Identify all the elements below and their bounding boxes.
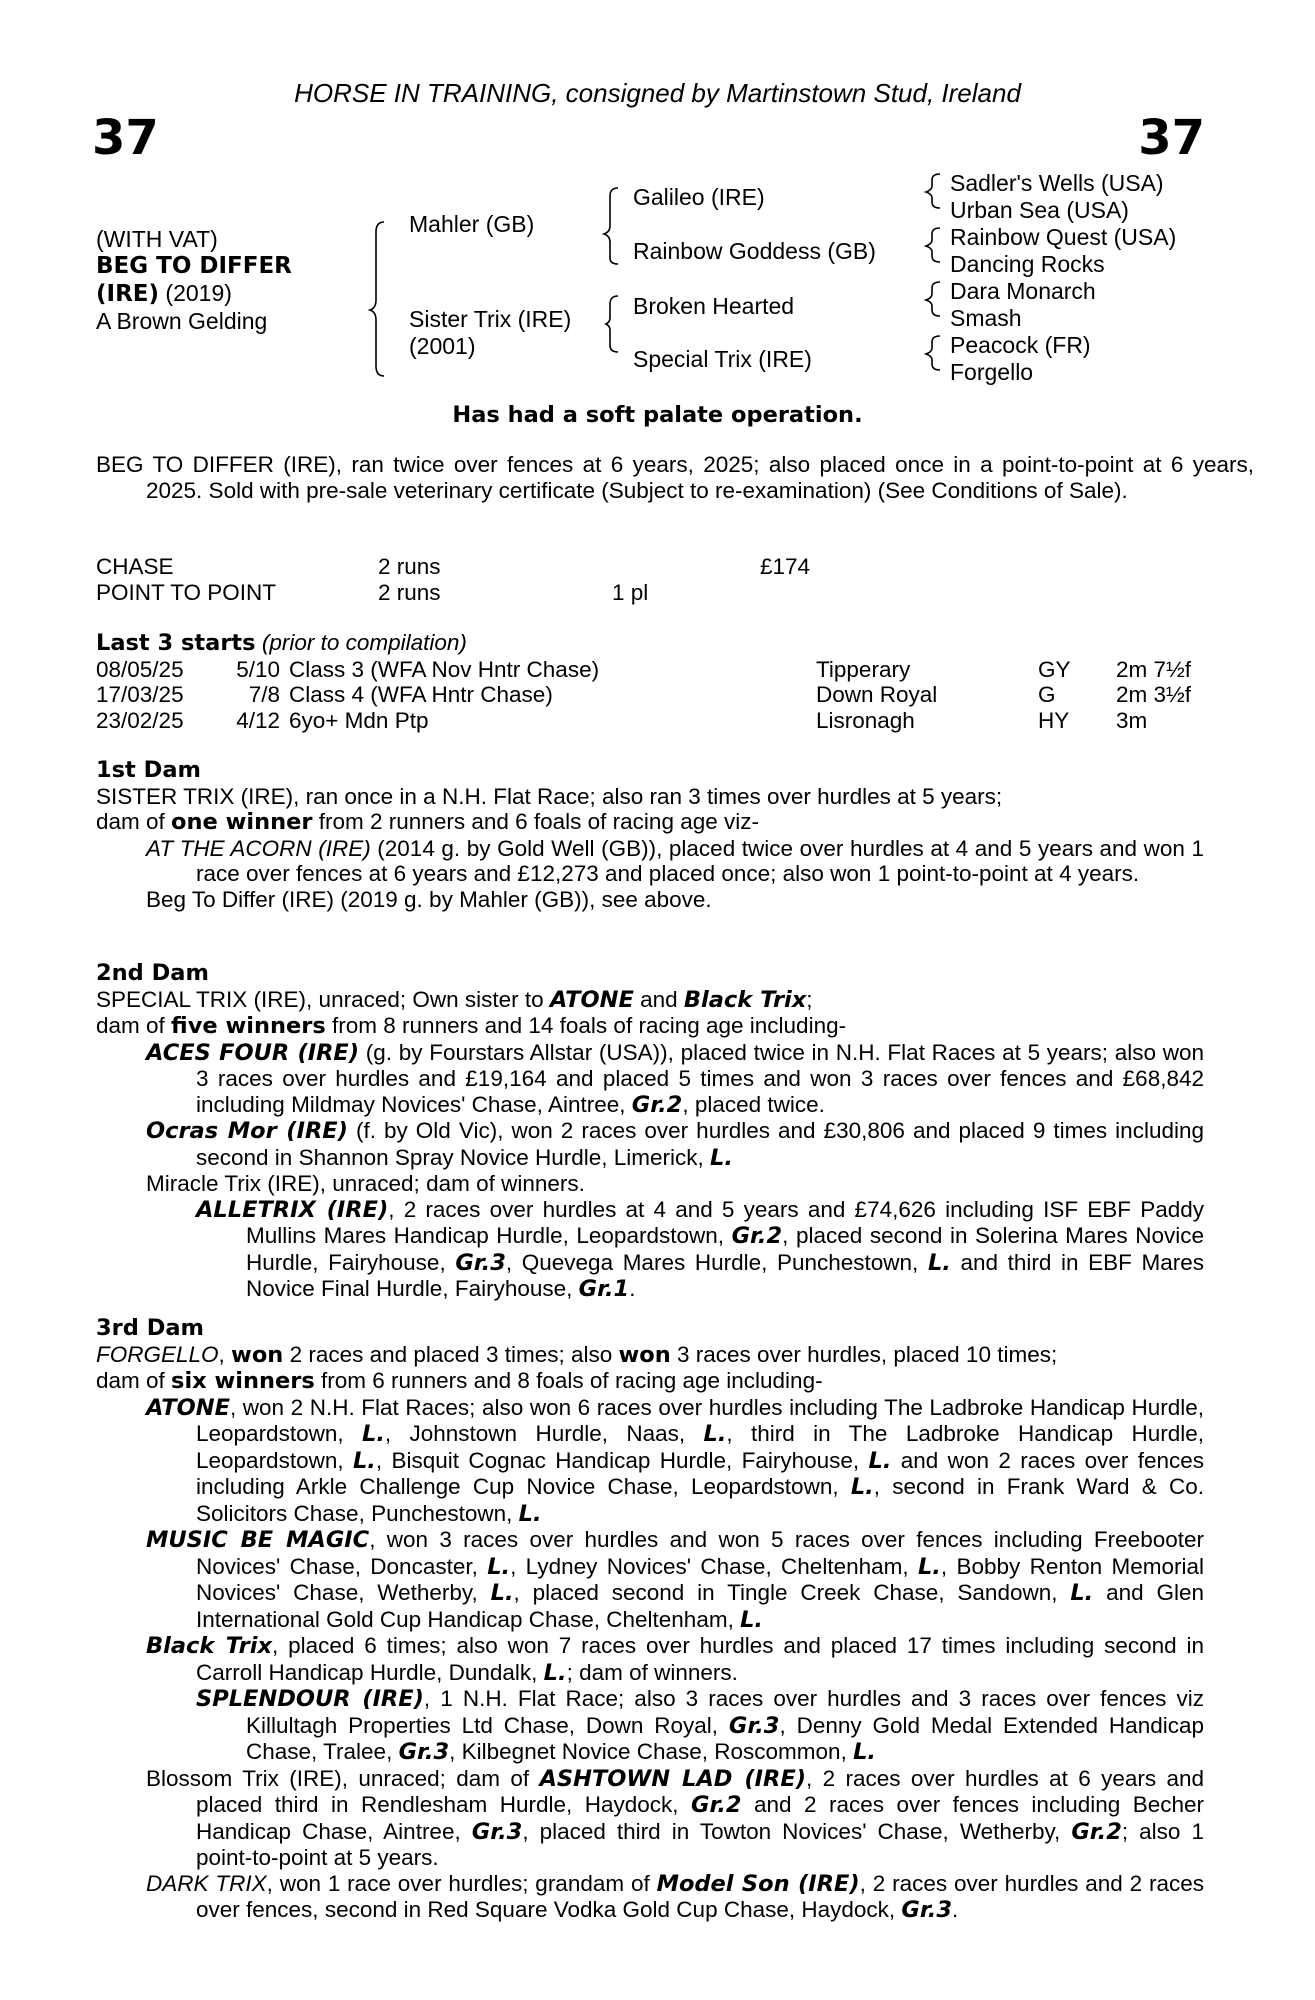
progeny-detail: , third in The Ladbroke Handicap Hurdle, Leopardstown, (196, 1421, 1204, 1473)
start-row (96, 708, 1204, 734)
text-run: dam of (96, 1368, 172, 1393)
horse-ref: ATONE (549, 986, 634, 1013)
start-race: Class 4 (WFA Hntr Chase) (289, 682, 553, 707)
horse-ref: Black Trix (683, 986, 807, 1013)
first-dam-line2 (96, 809, 1204, 836)
progeny-entry: Miracle Trix (IRE), unraced; dam of winners. (146, 1171, 585, 1196)
progeny-detail: , won 2 N.H. Flat Races; also won 6 races over hurdles including The Ladbroke Handicap Hurdle, Leopardstown, (196, 1394, 1204, 1446)
record-earnings: £174 (760, 554, 811, 579)
progeny-name: Ocras Mor (IRE) (146, 1118, 348, 1144)
record-runs: 2 runs (378, 554, 441, 579)
progeny-detail: , won 1 race over hurdles; grandam of (266, 1870, 657, 1896)
second-dam-line2 (96, 1013, 1204, 1040)
grade: Gr.3 (728, 1712, 780, 1739)
progeny-detail: , placed second in Tingle Creek Chase, Sandown, (513, 1580, 1071, 1605)
lot-number-left: 37 (92, 110, 159, 166)
start-course: Down Royal (816, 682, 938, 707)
dam-dam: Special Trix (IRE) (633, 346, 812, 372)
progeny-detail: ; dam of winners. (566, 1659, 738, 1685)
progeny-detail: , placed third in Towton Novices' Chase, Wetherby, (522, 1818, 1072, 1844)
progeny-detail: , 2 races over hurdles at 4 and 5 years and £74,626 including ISF EBF Paddy Mullins Mares Handicap Hurdle, Leopardstown, (246, 1196, 1204, 1248)
progeny-detail: , Quevega Mares Hurdle, Punchestown, (505, 1249, 928, 1275)
start-race: 6yo+ Mdn Ptp (289, 707, 429, 733)
progeny-detail: , Denny Gold Medal Extended Handicap Chase, Tralee, (246, 1712, 1204, 1764)
first-dam-line1: SISTER TRIX (IRE), ran once in a N.H. Flat Race; also ran 3 times over hurdles at 5 years; (96, 783, 1003, 809)
second-dam-line1 (96, 987, 1204, 1014)
fourth-gen-8: Forgello (950, 359, 1034, 385)
progeny-detail: , 2 races over hurdles and 2 races over fences, second in Red Square Vodka Gold Cup Chase, Haydock, (196, 1870, 1204, 1922)
grade: L. (1070, 1580, 1094, 1606)
progeny-name: MUSIC BE MAGIC (146, 1527, 370, 1553)
fourth-gen-4: Dancing Rocks (950, 251, 1105, 277)
dam-name: Sister Trix (IRE) (409, 306, 572, 332)
progeny-detail: , Bobby Renton Memorial Novices' Chase, Wetherby, (196, 1553, 1205, 1605)
grand-progeny-entry (96, 1766, 1204, 1871)
horse-name: BEG TO DIFFER (96, 253, 292, 279)
grade: Gr.2 (1071, 1818, 1122, 1845)
last-starts (96, 630, 1204, 733)
progeny-entry (96, 1395, 1204, 1528)
fourth-gen-3: Rainbow Quest (USA) (950, 224, 1177, 250)
progeny-detail: , placed 6 times; also won 7 races over hurdles and placed 17 times including second in Carroll Handicap Hurdle, Dundalk, (196, 1633, 1204, 1685)
text-run: won (618, 1341, 671, 1368)
progeny-detail: , 1 N.H. Flat Race; also 3 races over hurdles and 3 races over fences viz Killultagh Properties Ltd Chase, Down Royal, (246, 1686, 1204, 1738)
progeny-detail: , won 3 races over hurdles and won 5 races over fences including Freebooter Novices' Chase, Doncaster, (196, 1527, 1204, 1579)
start-position: 7/8 (248, 682, 280, 707)
start-row (96, 657, 1204, 683)
grade: L. (927, 1249, 951, 1276)
record-type: POINT TO POINT (96, 579, 277, 605)
vat-label: (WITH VAT) (96, 226, 218, 252)
progeny-entry (96, 1871, 1204, 1924)
progeny-entry (96, 836, 1204, 887)
text-run: dam of (96, 809, 172, 834)
winner-count: one winner (171, 809, 313, 835)
progeny-entry (96, 1633, 1204, 1686)
text-run: 2 races and placed 3 times; also (283, 1341, 619, 1367)
progeny-detail: (g. by Fourstars Allstar (USA)), placed twice in N.H. Flat Races at 5 years; also won 3 races over hurdles and £19,164 and placed 5 times and won 3 races over fences and £68,842 including Mildmay Novices' Chase, Aintree, (196, 1039, 1204, 1117)
progeny-name: ASHTOWN LAD (IRE) (539, 1765, 806, 1792)
fourth-gen-5: Dara Monarch (950, 278, 1096, 304)
progeny-detail: , Bisquit Cognac Handicap Hurdle, Fairyhouse, (375, 1447, 869, 1473)
start-distance: 2m 3½f (1116, 682, 1192, 707)
grade: L. (543, 1659, 567, 1686)
grade: L. (487, 1553, 511, 1580)
grade: Gr.3 (398, 1739, 450, 1765)
start-going: G (1038, 682, 1056, 707)
progeny-detail: , Johnstown Hurdle, Naas, (384, 1421, 704, 1446)
last-starts-note: (prior to compilation) (255, 630, 467, 655)
text-run: won (231, 1341, 284, 1368)
second-dam-heading: 2nd Dam (96, 960, 209, 986)
progeny-entry: Beg To Differ (IRE) (2019 g. by Mahler (GB)), see above. (146, 886, 712, 912)
progeny-detail: and won 2 races over fences including Arkle Challenge Cup Novice Chase, Leopardstown, (196, 1447, 1205, 1499)
fourth-gen-2: Urban Sea (USA) (950, 197, 1129, 223)
grade: Gr.2 (631, 1091, 683, 1118)
text-run: from 2 runners and 6 foals of racing age viz- (312, 809, 759, 834)
progeny-detail: (f. by Old Vic), won 2 races over hurdles and £30,806 and placed 9 times including second in Shannon Spray Novice Hurdle, Limerick, (196, 1118, 1204, 1170)
summary-paragraph (96, 452, 1254, 503)
sire-sire: Galileo (IRE) (633, 184, 765, 210)
summary-text: , ran twice over fences at 6 years, 2025; also placed once in a point-to-point at 6 years, 2025. Sold with pre-sale veterinary certificate (Subject to re-examination) (See Conditions of Sale). (146, 452, 1254, 503)
fourth-gen-6: Smash (950, 305, 1022, 331)
grade: Gr.3 (901, 1897, 952, 1923)
grade: L. (518, 1500, 542, 1527)
text-run: dam of (96, 1013, 172, 1038)
first-dam-heading: 1st Dam (96, 757, 201, 783)
grade: Gr.1 (578, 1276, 630, 1302)
horse-country: (IRE) (96, 281, 160, 307)
record-row (96, 580, 1204, 606)
horse-description: A Brown Gelding (96, 308, 268, 334)
progeny-name: Model Son (IRE) (656, 1870, 860, 1897)
grade: L. (917, 1553, 941, 1580)
progeny-name: AT THE ACORN (IRE) (146, 835, 371, 861)
progeny-detail: , Lydney Novices' Chase, Cheltenham, (510, 1553, 918, 1579)
grade: L. (868, 1447, 892, 1474)
first-dam-section (96, 758, 1204, 912)
grade: L. (853, 1739, 876, 1765)
grade: L. (490, 1580, 514, 1606)
fourth-gen-1: Sadler's Wells (USA) (950, 170, 1164, 196)
progeny-name: DARK TRIX (146, 1870, 267, 1896)
dam-name: FORGELLO (96, 1341, 219, 1367)
progeny-detail: . (629, 1276, 636, 1301)
progeny-detail: (2014 g. by Gold Well (GB)), placed twice over hurdles at 4 and 5 years and won 1 race over fences at 6 years and £12,273 and placed once; also won 1 point-to-point at 4 years. (196, 835, 1205, 886)
grade: Gr.2 (690, 1792, 742, 1818)
race-record-table (96, 554, 1204, 605)
record-row (96, 554, 1204, 580)
third-dam-section (96, 1316, 1204, 1924)
start-position: 5/10 (236, 656, 280, 682)
progeny-name: ALLETRIX (IRE) (196, 1196, 389, 1223)
dam-year: (2001) (409, 333, 476, 359)
start-date: 17/03/25 (96, 682, 184, 707)
last-starts-heading (96, 630, 1204, 657)
winner-count: five winners (171, 1013, 326, 1039)
progeny-name: SPLENDOUR (IRE) (196, 1686, 424, 1712)
grade: Gr.2 (731, 1223, 783, 1249)
start-race: Class 3 (WFA Nov Hntr Chase) (289, 656, 600, 682)
progeny-detail: ; also 1 point-to-point at 5 years. (196, 1818, 1204, 1870)
progeny-detail: and 2 races over fences including Becher Handicap Chase, Aintree, (196, 1792, 1204, 1844)
second-dam-section (96, 961, 1204, 1303)
horse-year: (2019) (159, 280, 232, 306)
grade: L. (710, 1144, 733, 1171)
start-date: 23/02/25 (96, 707, 184, 733)
winner-count: six winners (171, 1368, 315, 1394)
text-run: from 8 runners and 14 foals of racing age including- (325, 1013, 847, 1038)
progeny-detail: , 2 races over hurdles at 6 years and placed third in Rendlesham Hurdle, Haydock, (196, 1765, 1205, 1817)
text-run: and (633, 986, 684, 1012)
third-dam-line2 (96, 1368, 1204, 1395)
text-run: , (218, 1341, 232, 1367)
record-type: CHASE (96, 554, 174, 579)
progeny-entry (96, 1118, 1204, 1171)
progeny-entry (96, 1040, 1204, 1119)
grade: L. (703, 1421, 727, 1447)
record-runs: 2 runs (378, 579, 441, 605)
progeny-detail: and Glen International Gold Cup Handicap Chase, Cheltenham, (196, 1580, 1204, 1632)
start-distance: 3m (1116, 707, 1148, 733)
grade: L. (361, 1421, 385, 1447)
text-run: 3 races over hurdles, placed 10 times; (670, 1341, 1058, 1367)
last-starts-title: Last 3 starts (96, 630, 256, 656)
dam-sire: Broken Hearted (633, 293, 795, 319)
progeny-name: ATONE (146, 1394, 230, 1421)
start-distance: 2m 7½f (1116, 656, 1192, 682)
start-going: HY (1038, 707, 1070, 733)
progeny-detail: , placed twice. (682, 1091, 825, 1117)
progeny-name: ACES FOUR (IRE) (146, 1039, 360, 1066)
medical-note: Has had a soft palate operation. (452, 402, 863, 428)
third-dam-line1 (96, 1342, 1204, 1369)
start-row (96, 682, 1204, 708)
start-going: GY (1038, 656, 1071, 682)
grade: L. (352, 1447, 376, 1474)
start-date: 08/05/25 (96, 656, 184, 682)
lot-number-right: 37 (1138, 110, 1205, 166)
progeny-detail: . (951, 1897, 959, 1922)
progeny-name: Black Trix (146, 1633, 272, 1659)
start-position: 4/12 (236, 707, 280, 733)
consignment-header: HORSE IN TRAINING, consigned by Martinstown Stud, Ireland (294, 78, 1021, 108)
sire: Mahler (GB) (409, 211, 535, 237)
progeny-detail: , Kilbegnet Novice Chase, Roscommon, (449, 1739, 854, 1764)
progeny-entry (96, 1527, 1204, 1633)
text-run: ; (806, 986, 813, 1012)
start-course: Tipperary (816, 656, 911, 682)
grade: Gr.3 (471, 1818, 523, 1845)
progeny-detail: , placed second in Solerina Mares Novice Hurdle, Fairyhouse, (246, 1223, 1205, 1275)
record-placed: 1 pl (612, 579, 649, 605)
progeny-detail: and third in EBF Mares Novice Final Hurdle, Fairyhouse, (246, 1249, 1204, 1301)
summary-name: BEG TO DIFFER (IRE) (96, 452, 336, 477)
grand-progeny-entry (96, 1197, 1204, 1303)
dam (409, 306, 571, 360)
start-course: Lisronagh (816, 707, 915, 733)
text-run: from 6 runners and 8 foals of racing age including- (314, 1368, 823, 1393)
sire-dam: Rainbow Goddess (GB) (633, 238, 876, 264)
grand-progeny-entry (96, 1686, 1204, 1766)
grade: L. (740, 1606, 763, 1633)
text-run: SPECIAL TRIX (IRE), unraced; Own sister to (96, 986, 550, 1012)
fourth-gen-7: Peacock (FR) (950, 332, 1091, 358)
grade: L. (850, 1474, 874, 1500)
progeny-detail: Blossom Trix (IRE), unraced; dam of (146, 1765, 540, 1791)
progeny-detail: , second in Frank Ward & Co. Solicitors Chase, Punchestown, (196, 1474, 1204, 1526)
third-dam-heading: 3rd Dam (96, 1315, 204, 1341)
grade: Gr.3 (455, 1249, 506, 1276)
